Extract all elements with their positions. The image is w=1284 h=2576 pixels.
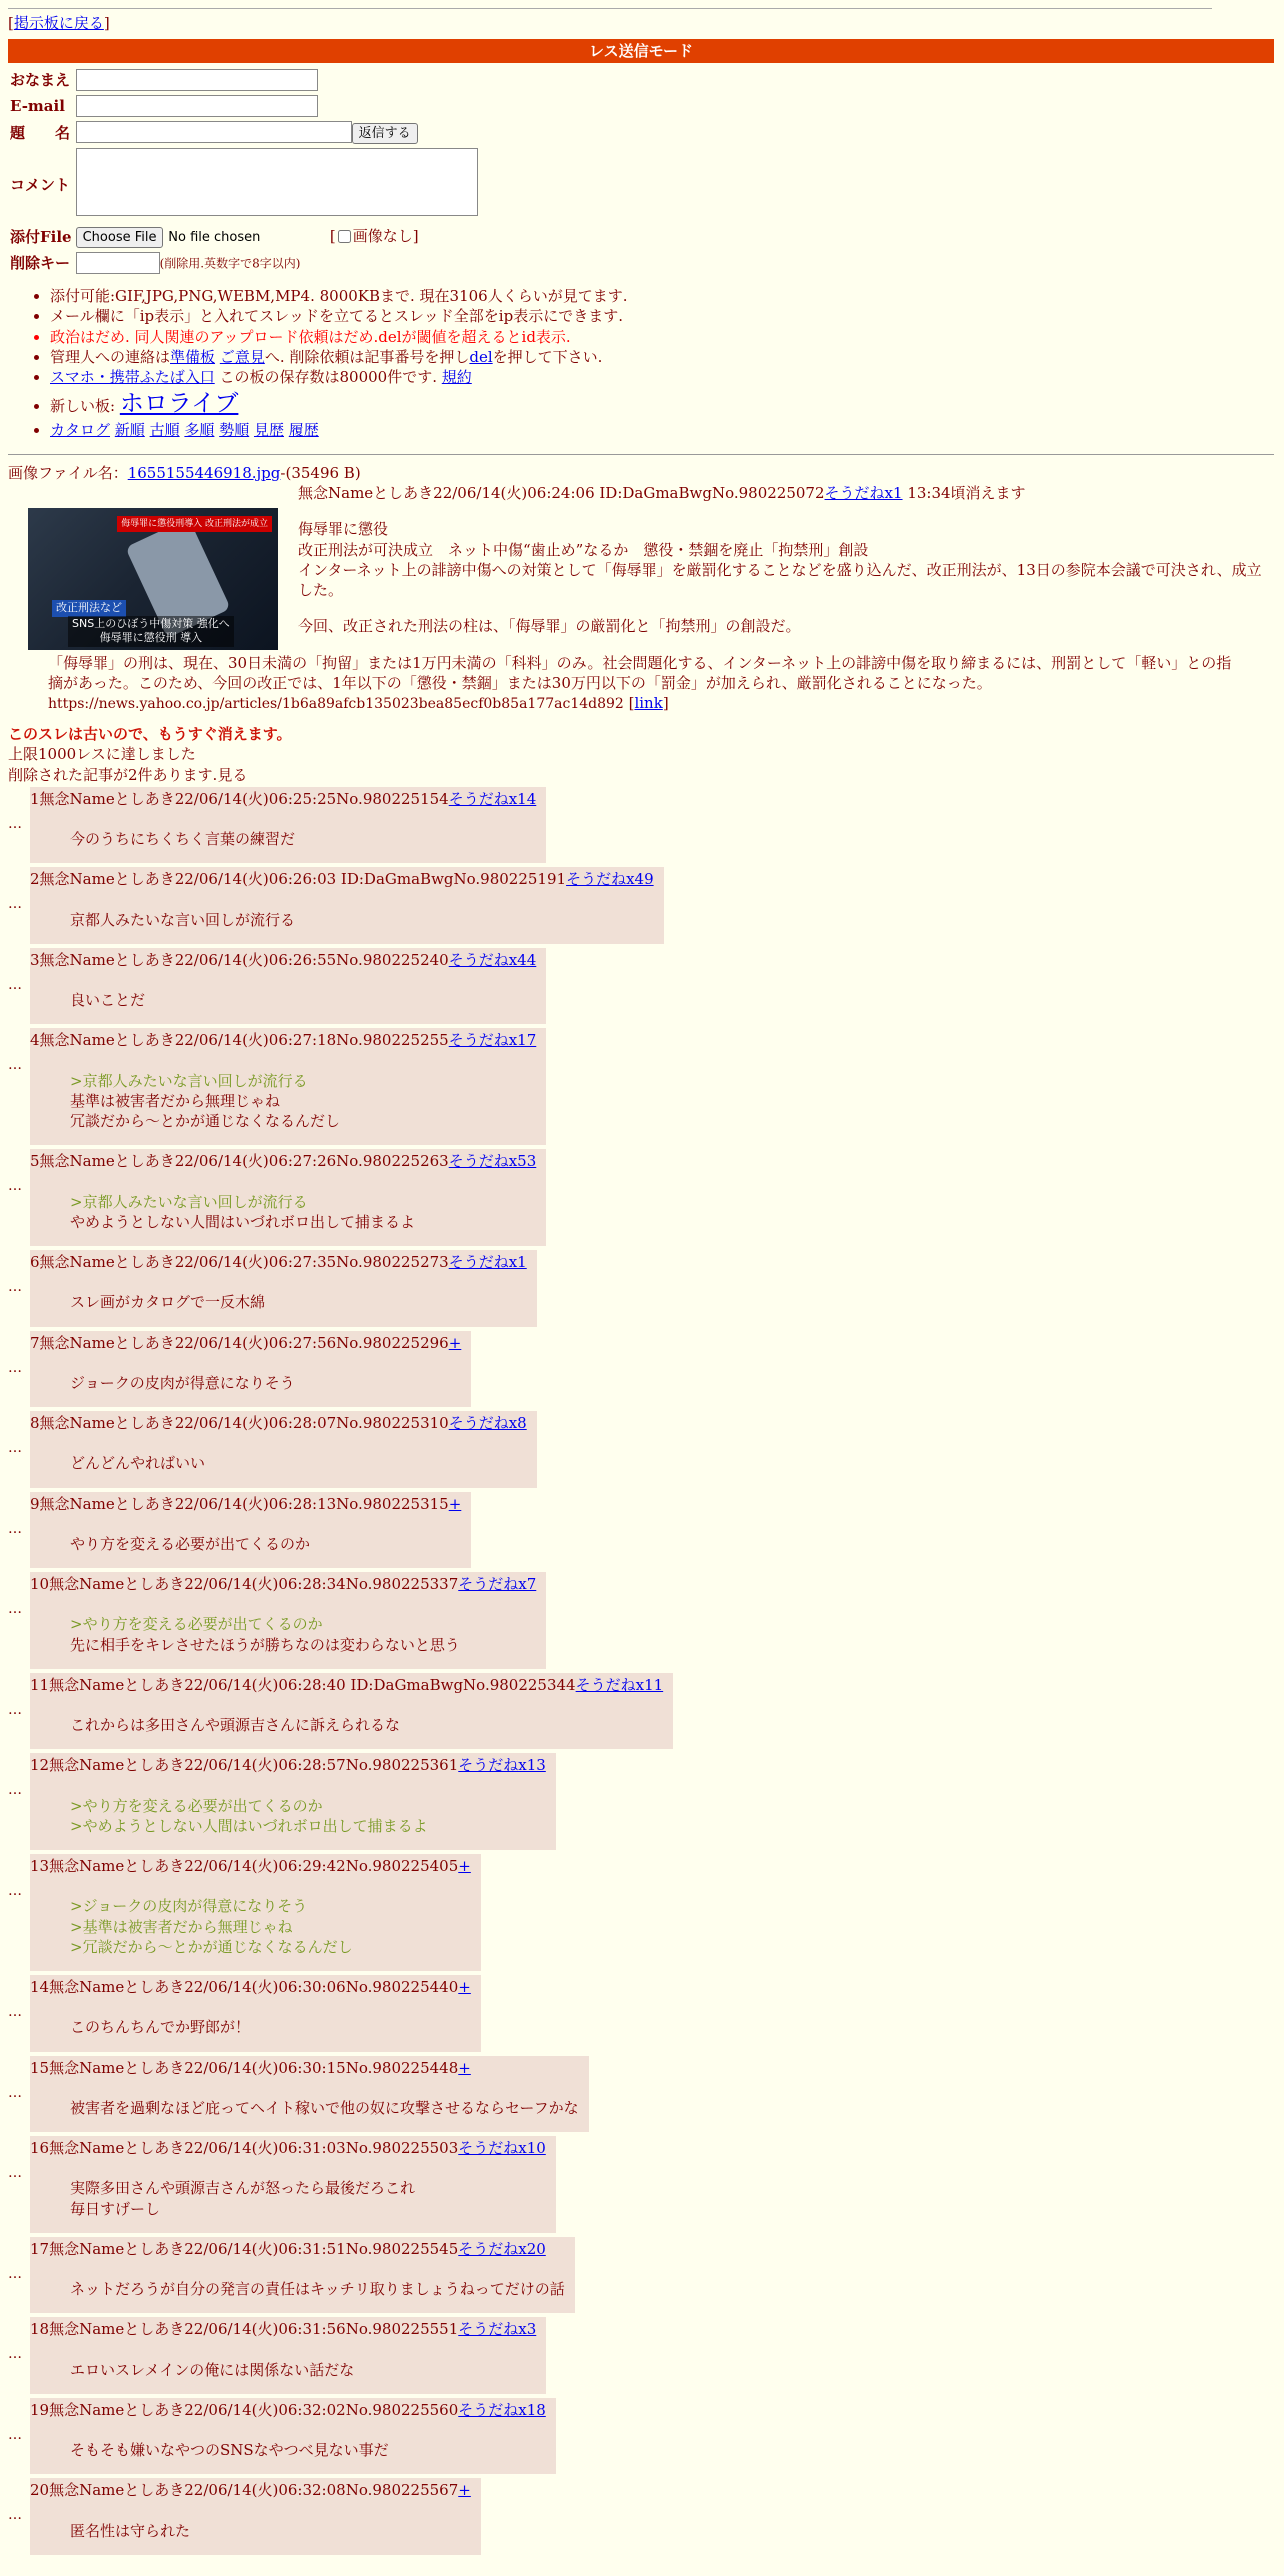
text-line: エロいスレメインの俺には関係ない話だな <box>70 2360 355 2379</box>
reply-header <box>30 1030 536 1050</box>
sort-momentum-link[interactable]: 勢順 <box>219 420 250 439</box>
back-link-row: [掲示板に戻る] <box>8 14 110 32</box>
reply-body <box>30 1673 673 1750</box>
reply-text <box>70 1614 536 1655</box>
reply-menu-dots[interactable]: … <box>8 1440 22 1457</box>
reply-menu-dots[interactable]: … <box>8 1359 22 1376</box>
name-input[interactable] <box>76 69 318 91</box>
sort-many-link[interactable]: 多順 <box>184 420 215 439</box>
reply-post <box>8 1149 1276 1246</box>
op-text-3: 「侮辱罪」の刑は、現在、30日未満の「拘留」または1万円未満の「科料」のみ。社会問題化する、インターネット上の誹謗中傷を取り締まるには、刑罰として「軽い」との指摘があった。このため、今回の改正では、1年以下の「懲役・禁錮」または30万円以下の「罰金」が加えられ、厳罰化されることになった。 <box>48 653 1232 692</box>
reply-meta: 9無念Nameとしあき22/06/14(火)06:28:13No.980225315 <box>30 1494 449 1513</box>
reply-meta: 5無念Nameとしあき22/06/14(火)06:27:26No.980225263 <box>30 1152 449 1171</box>
text-line: やめようとしない人間はいづれボロ出して捕まるよ <box>70 1212 416 1231</box>
rule-mobile: • スマホ・携帯ふたば入口 この板の保存数は80000件です. 規約 <box>50 367 1276 387</box>
text-line: 実際多田さんや頭源吉さんが怒ったら最後だろこれ <box>70 2179 416 2198</box>
reply-post <box>8 1331 1276 1408</box>
reply-post <box>8 1411 1276 1488</box>
delete-key-note: (削除用.英数字で8字以内) <box>159 256 301 271</box>
reply-text <box>70 1534 461 1554</box>
reply-text <box>70 2521 471 2541</box>
reply-header <box>30 1333 461 1353</box>
sodane-link[interactable]: そうだねx13 <box>458 1756 546 1775</box>
choose-file-button[interactable]: Choose File <box>76 227 164 249</box>
back-to-board-link[interactable]: 掲示板に戻る <box>13 14 104 32</box>
terms-link[interactable]: 規約 <box>441 368 472 387</box>
sodane-link[interactable]: + <box>458 1978 471 1997</box>
op-text-1: 侮辱罪に懲役 改正刑法が可決成立 ネット中傷“歯止め”なるか 懲役・禁錮を廃止「拘禁刑」創設 インターネット上の誹謗中傷への対策として「侮辱罪」を厳罰化することなどを盛り込んだ、改正刑法が、13日の参院本会議で可決され、成立した。 <box>298 520 1262 600</box>
text-line: 被害者を過剰なほど庇ってヘイト稼いで他の奴に攻撃させるならセーフかな <box>70 2098 579 2117</box>
reply-text <box>70 2098 579 2118</box>
reply-text <box>70 2360 536 2380</box>
reply-text <box>70 910 654 930</box>
reply-post <box>8 2237 1276 2314</box>
quote-line: >冗談だから～とかが通じなくなるんだし <box>70 1937 353 1956</box>
no-file-text: No file chosen <box>168 229 261 245</box>
reply-meta: 18無念Nameとしあき22/06/14(火)06:31:56No.980225551 <box>30 2320 459 2339</box>
reply-meta: 19無念Nameとしあき22/06/14(火)06:32:02No.980225560 <box>30 2400 459 2419</box>
reply-body <box>30 787 546 864</box>
del-link[interactable]: del <box>469 347 493 366</box>
sodane-link[interactable]: + <box>458 1857 471 1876</box>
reply-header <box>30 869 654 889</box>
reply-post <box>8 867 1276 944</box>
rule-attachments: • 添付可能:GIF,JPG,PNG,WEBM,MP4. 8000KBまで. 現在3106人くらいが見てます. <box>50 286 1276 306</box>
reply-meta: 7無念Nameとしあき22/06/14(火)06:27:56No.980225296 <box>30 1333 449 1352</box>
reply-body <box>30 867 664 944</box>
reply-text <box>70 1896 471 1957</box>
reply-meta: 12無念Nameとしあき22/06/14(火)06:28:57No.980225361 <box>30 1756 459 1775</box>
text-line: 匿名性は守られた <box>70 2521 191 2540</box>
reply-body <box>30 1492 471 1569</box>
reply-menu-dots[interactable]: … <box>8 2084 22 2101</box>
reply-text <box>70 990 536 1010</box>
reply-menu-dots[interactable]: … <box>8 1782 22 1799</box>
reply-header <box>30 1675 663 1695</box>
sodane-link[interactable]: そうだねx11 <box>575 1675 664 1694</box>
reply-body <box>30 1572 546 1669</box>
reply-meta: 17無念Nameとしあき22/06/14(火)06:31:51No.980225545 <box>30 2239 459 2258</box>
quote-line: >京都人みたいな言い回しが流行る <box>70 1071 308 1090</box>
quote-line: >やり方を変える必要が出てくるのか <box>70 1796 323 1815</box>
reply-menu-dots[interactable]: … <box>8 1279 22 1296</box>
reply-body <box>30 1149 546 1246</box>
reply-text <box>70 1192 536 1233</box>
reply-header <box>30 2480 471 2500</box>
reply-text <box>70 1373 461 1393</box>
sodane-link[interactable]: + <box>448 1333 462 1352</box>
sodane-link[interactable]: そうだねx14 <box>448 789 537 808</box>
reply-post <box>8 1250 1276 1327</box>
reply-body <box>30 1250 537 1327</box>
reply-body <box>30 1854 481 1971</box>
reply-header <box>30 2138 546 2158</box>
reply-menu-dots[interactable]: … <box>8 1178 22 1195</box>
text-line: どんどんやればいい <box>70 1454 206 1473</box>
sodane-link[interactable]: そうだねx7 <box>458 1575 537 1594</box>
op-url-line: https://news.yahoo.co.jp/articles/1b6a89afcb135023bea85ecf0b85a177ac14d892 [link] <box>48 694 669 713</box>
reply-text <box>70 2279 565 2299</box>
text-line: 冗談だから～とかが通じなくなるんだし <box>70 1112 341 1131</box>
name-label: おなまえ <box>10 71 71 90</box>
reply-post <box>8 2317 1276 2394</box>
delete-key-input[interactable] <box>76 252 160 274</box>
sodane-link[interactable]: そうだねx18 <box>458 2400 546 2419</box>
reply-body <box>30 2056 589 2133</box>
reply-post <box>8 1673 1276 1750</box>
reply-meta: 13無念Nameとしあき22/06/14(火)06:29:42No.980225405 <box>30 1857 459 1876</box>
quote-line: >ジョークの皮肉が得意になりそう <box>70 1897 308 1916</box>
reply-header <box>30 1494 461 1514</box>
reply-mode-banner: レス送信モード <box>8 39 1274 63</box>
text-line: 今のうちにちくちく言葉の練習だ <box>70 830 296 849</box>
reply-menu-dots[interactable]: … <box>8 896 22 913</box>
text-line: 基準は被害者だから無理じゃね <box>70 1091 281 1110</box>
reply-menu-dots[interactable]: … <box>8 1520 22 1537</box>
sodane-link[interactable]: + <box>458 2058 471 2077</box>
prep-board-link[interactable]: 準備板 <box>170 347 216 366</box>
op-source-link[interactable]: link <box>634 694 663 713</box>
no-image-label: 画像なし <box>352 226 413 245</box>
sodane-link[interactable]: そうだねx3 <box>458 2320 537 2339</box>
reply-post <box>8 2136 1276 2233</box>
reply-menu-dots[interactable]: … <box>8 2004 22 2021</box>
deleted-posts-notice[interactable]: 削除された記事が2件あります.見る <box>8 765 248 784</box>
reply-menu-dots[interactable]: … <box>8 2165 22 2182</box>
sodane-link[interactable]: + <box>458 2481 471 2500</box>
reply-post <box>8 2398 1276 2475</box>
text-line: このちんちんでか野郎が！ <box>70 2018 251 2037</box>
reply-header <box>30 2319 536 2339</box>
op-sodane-link[interactable]: そうだねx1 <box>824 484 903 503</box>
reply-list <box>8 787 1276 2555</box>
hololive-board-link[interactable]: ホロライブ <box>119 389 239 418</box>
reply-form: おなまえ E-mail 題 名 返信する コメント 添付File Choose File No file chosen [ 画像なし] 削除キー (削除用.英数字で8字以内) <box>8 67 480 276</box>
reply-body <box>30 2136 556 2233</box>
feedback-link[interactable]: ご意見 <box>219 347 265 366</box>
reply-text <box>70 829 536 849</box>
reply-text <box>70 1453 527 1473</box>
reply-header <box>30 2400 546 2420</box>
reply-body <box>30 2398 556 2475</box>
subject-label: 題 名 <box>10 123 71 142</box>
reply-post <box>8 2056 1276 2133</box>
reply-text <box>70 2178 546 2219</box>
reply-text <box>70 2440 546 2460</box>
reply-body <box>30 948 546 1025</box>
sodane-link[interactable]: そうだねx49 <box>566 870 654 889</box>
catalog-link[interactable]: カタログ <box>50 420 111 439</box>
top-divider <box>8 8 1212 9</box>
reply-post <box>8 948 1276 1025</box>
sodane-link[interactable]: そうだねx17 <box>448 1031 537 1050</box>
reply-text <box>70 1715 663 1735</box>
sodane-link[interactable]: そうだねx10 <box>458 2139 546 2158</box>
sodane-link[interactable]: + <box>448 1494 462 1513</box>
reply-body <box>30 1028 546 1145</box>
thumbnail-caption-1: 改正刑法など <box>52 600 126 617</box>
sodane-link[interactable]: そうだねx20 <box>458 2239 546 2258</box>
board-rules <box>8 286 1276 440</box>
reply-meta: 11無念Nameとしあき22/06/14(火)06:28:40 ID:DaGmaBwgNo.980225344 <box>30 1675 576 1694</box>
reply-menu-dots[interactable]: … <box>8 2265 22 2282</box>
email-input[interactable] <box>76 95 318 117</box>
reply-menu-dots[interactable]: … <box>8 815 22 832</box>
new-board-notice: • 新しい板: ホロライブ <box>50 387 1276 419</box>
reply-menu-dots[interactable]: … <box>8 976 22 993</box>
reply-post <box>8 1854 1276 1971</box>
text-line: そもそも嫌いなやつのSNSなやつべ見ない事だ <box>70 2441 389 2460</box>
quote-line: >やり方を変える必要が出てくるのか <box>70 1615 323 1634</box>
text-line: やり方を変える必要が出てくるのか <box>70 1534 311 1553</box>
op-text-2: 今回、改正された刑法の柱は、「侮辱罪」の厳罰化と「拘禁刑」の創設だ。 <box>298 617 801 636</box>
history-link[interactable]: 履歴 <box>288 420 319 439</box>
reply-header <box>30 789 536 809</box>
sodane-link[interactable]: そうだねx8 <box>448 1414 527 1433</box>
reply-body <box>30 2478 481 2555</box>
reply-meta: 14無念Nameとしあき22/06/14(火)06:30:06No.980225440 <box>30 1978 459 1997</box>
quote-line: >基準は被害者だから無理じゃね <box>70 1917 293 1936</box>
reply-meta: 20無念Nameとしあき22/06/14(火)06:32:08No.980225567 <box>30 2481 459 2500</box>
reply-header <box>30 1413 527 1433</box>
reply-meta: 16無念Nameとしあき22/06/14(火)06:31:03No.980225503 <box>30 2139 459 2158</box>
reply-menu-dots[interactable]: … <box>8 2346 22 2363</box>
reply-body <box>30 1975 481 2052</box>
reply-text <box>70 1292 527 1312</box>
op-header: 無念Nameとしあき22/06/14(火)06:24:06 ID:DaGmaBwgNo.980225072そうだねx1 13:34頃消えます <box>298 484 1026 503</box>
reply-header <box>30 1574 536 1594</box>
text-line: 良いことだ <box>70 991 146 1010</box>
thumbnail-tag: 侮辱罪に懲役刑導入 改正刑法が成立 <box>117 516 272 532</box>
rule-politics: • 政治はだめ. 同人関連のアップロード依頼はだめ.delが閾値を超えるとid表示. <box>50 327 1276 347</box>
op-file-line: 画像ファイル名：1655155446918.jpg-(35496 B) <box>8 463 361 482</box>
op-file-link[interactable]: 1655155446918.jpg <box>127 463 281 482</box>
no-image-checkbox[interactable] <box>338 230 351 243</box>
reply-header <box>30 1856 471 1876</box>
file-label: 添付File <box>10 227 72 246</box>
reply-meta: 15無念Nameとしあき22/06/14(火)06:30:15No.980225448 <box>30 2058 459 2077</box>
text-line: 毎日すげーし <box>70 2199 161 2218</box>
text-line: これからは多田さんや頭源吉さんに訴えられるな <box>70 1716 401 1735</box>
mobile-entry-link[interactable]: スマホ・携帯ふたば入口 <box>50 368 215 387</box>
sodane-link[interactable]: そうだねx44 <box>448 950 537 969</box>
reply-header <box>30 1755 546 1775</box>
reply-header <box>30 1151 536 1171</box>
sodane-link[interactable]: そうだねx1 <box>448 1253 527 1272</box>
view-history-link[interactable]: 見歴 <box>253 420 284 439</box>
thread-expiry-warning: このスレは古いので、もうすぐ消えます。 <box>8 725 292 744</box>
comment-textarea[interactable] <box>76 148 478 216</box>
rule-ip-display: • メール欄に「ip表示」と入れてスレッドを立てるとスレッド全部をip表示にできます. <box>50 306 1276 326</box>
reply-header <box>30 1252 527 1272</box>
sort-links <box>50 420 1276 440</box>
reply-body <box>30 2237 575 2314</box>
reply-post <box>8 2478 1276 2555</box>
reply-post <box>8 1753 1276 1850</box>
op-thumbnail[interactable] <box>28 508 278 650</box>
sort-new-link[interactable]: 新順 <box>114 420 145 439</box>
reply-meta: 8無念Nameとしあき22/06/14(火)06:28:07No.980225310 <box>30 1414 449 1433</box>
reply-post <box>8 1975 1276 2052</box>
reply-post <box>8 1028 1276 1145</box>
reply-meta: 1無念Nameとしあき22/06/14(火)06:25:25No.980225154 <box>30 789 449 808</box>
reply-body <box>30 1331 471 1408</box>
sodane-link[interactable]: そうだねx53 <box>448 1152 537 1171</box>
reply-meta: 6無念Nameとしあき22/06/14(火)06:27:35No.980225273 <box>30 1253 449 1272</box>
reply-limit-notice: 上限1000レスに達しました <box>8 745 196 764</box>
email-label: E-mail <box>10 97 65 116</box>
reply-menu-dots[interactable]: … <box>8 1701 22 1718</box>
reply-post <box>8 1572 1276 1669</box>
text-line: ネットだろうが自分の発言の責任はキッチリ取りましょうねってだけの話 <box>70 2280 565 2299</box>
reply-body <box>30 2317 546 2394</box>
reply-text <box>70 1071 536 1132</box>
text-line: 先に相手をキレさせたほうが勝ちなのは変わらないと思う <box>70 1635 460 1654</box>
reply-post <box>8 1492 1276 1569</box>
thumbnail-caption-2: SNS上のひぼう中傷対策 強化へ 侮辱罪に懲役刑 導入 <box>68 616 234 647</box>
reply-header <box>30 2058 579 2078</box>
reply-menu-dots[interactable]: … <box>8 2426 22 2443</box>
reply-body <box>30 1753 556 1850</box>
reply-menu-dots[interactable]: … <box>8 2507 22 2524</box>
reply-text <box>70 1796 546 1837</box>
reply-header <box>30 2239 565 2259</box>
delete-key-label: 削除キー <box>10 253 71 272</box>
reply-meta: 3無念Nameとしあき22/06/14(火)06:26:55No.980225240 <box>30 950 449 969</box>
rule-contact: • 管理人への連絡は準備板 ご意見へ. 削除依頼は記事番号を押しdelを押して下さい. <box>50 347 1276 367</box>
reply-menu-dots[interactable]: … <box>8 1601 22 1618</box>
text-line: 京都人みたいな言い回しが流行る <box>70 910 296 929</box>
thread-divider <box>8 454 1274 455</box>
text-line: ジョークの皮肉が得意になりそう <box>70 1373 295 1392</box>
reply-menu-dots[interactable]: … <box>8 1883 22 1900</box>
comment-label: コメント <box>10 175 71 194</box>
submit-reply-button[interactable]: 返信する <box>352 123 418 145</box>
reply-meta: 10無念Nameとしあき22/06/14(火)06:28:34No.980225337 <box>30 1575 459 1594</box>
reply-meta: 2無念Nameとしあき22/06/14(火)06:26:03 ID:DaGmaBwgNo.980225191 <box>30 870 567 889</box>
reply-meta: 4無念Nameとしあき22/06/14(火)06:27:18No.980225255 <box>30 1031 449 1050</box>
op-post <box>298 483 1276 637</box>
reply-menu-dots[interactable]: … <box>8 1057 22 1074</box>
reply-body <box>30 1411 537 1488</box>
reply-header <box>30 950 536 970</box>
reply-post <box>8 787 1276 864</box>
reply-header <box>30 1977 471 1997</box>
text-line: スレ画がカタログで一反木綿 <box>70 1293 266 1312</box>
reply-text <box>70 2017 471 2037</box>
quote-line: >京都人みたいな言い回しが流行る <box>70 1192 308 1211</box>
sort-old-link[interactable]: 古順 <box>149 420 180 439</box>
quote-line: >やめようとしない人間はいづれボロ出して捕まるよ <box>70 1816 428 1835</box>
subject-input[interactable] <box>76 121 352 143</box>
